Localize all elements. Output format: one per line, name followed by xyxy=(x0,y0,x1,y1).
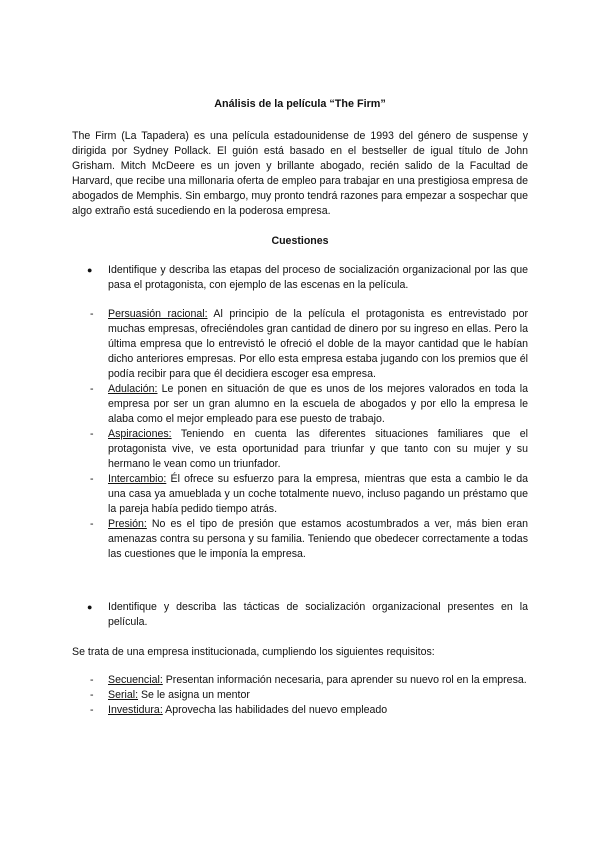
tactic-text: Presentan información necesaria, para aprender su nuevo rol en la empresa. xyxy=(162,674,527,686)
list-item xyxy=(90,307,528,382)
dash-marker: - xyxy=(90,428,94,440)
dash-marker: - xyxy=(90,518,94,530)
list-item xyxy=(90,472,528,517)
stage-text: Al principio de la película el protagonista es entrevistado por muchas empresas, ofreciéndoles gran cantidad de dinero por su ingreso en ellas. Pero la última empresa que lo entrevistó le ofreció el doble de la mayor cantidad que le habían dicho anteriores empresas. Por ello esta empresa estaba jugando con los premios que él podía recibir para que él decidiera escoger esa empresa. xyxy=(108,308,528,380)
stage-term: Persuasión racional: xyxy=(108,308,208,320)
stage-text: Teniendo en cuenta las diferentes situaciones familiares que el protagonista vive, ve esta oportunidad para triunfar y que tanto con su mujer y su hermano le vean como un triunfador. xyxy=(108,428,528,470)
stage-text: Le ponen en situación de que es unos de los mejores valorados en toda la empresa por ser un gran alumno en la escuela de abogados y por ello la empresa le alaba como el mejor empleado para ese puesto de trabajo. xyxy=(108,383,528,425)
section-heading: Cuestiones xyxy=(271,235,329,247)
list-item xyxy=(90,688,528,703)
stage-term: Presión: xyxy=(108,518,147,530)
list-item xyxy=(90,703,528,718)
tactic-term: Secuencial: xyxy=(108,674,163,686)
question-1 xyxy=(87,263,528,293)
tactic-term: Serial: xyxy=(108,689,139,701)
question-2 xyxy=(87,600,528,630)
stage-text: No es el tipo de presión que estamos acostumbrados a ver, más bien eran amenazas contra su persona y su familia. Teniendo que obedecer correctamente a todas las cuestiones que le imponía la empresa. xyxy=(108,518,528,560)
document-title: Análisis de la película “The Firm” xyxy=(214,98,386,110)
stage-term: Aspiraciones: xyxy=(108,428,172,440)
question-1-text: Identifique y describa las etapas del proceso de socialización organizacional por las que pasa el protagonista, con ejemplo de las escenas en la película. xyxy=(108,264,528,291)
dash-marker: - xyxy=(90,383,94,395)
stage-term: Adulación: xyxy=(108,383,158,395)
bullet-icon: ● xyxy=(87,265,93,275)
dash-marker: - xyxy=(90,689,94,701)
dash-marker: - xyxy=(90,704,94,716)
question-2-text: Identifique y describa las tácticas de socialización organizacional presentes en la película. xyxy=(108,601,528,628)
list-item xyxy=(90,673,528,688)
dash-marker: - xyxy=(90,674,94,686)
list-item xyxy=(90,517,528,562)
stage-term: Intercambio: xyxy=(108,473,167,485)
tactic-term: Investidura: xyxy=(108,704,163,716)
list-item xyxy=(90,427,528,472)
answer-2-intro: Se trata de una empresa institucionada, cumpliendo los siguientes requisitos: xyxy=(72,646,435,658)
tactic-text: Se le asigna un mentor xyxy=(138,689,250,701)
intro-paragraph: The Firm (La Tapadera) es una película estadounidense de 1993 del género de suspense y dirigida por Sydney Pollack. El guión está basado en el bestseller de igual título de John Grisham. Mitch McDeere es un joven y brillante abogado, recién salido de la Facultad de Harvard, que recibe una millonaria oferta de empleo para trabajar en una prestigiosa empresa de abogados de Memphis. Sin embargo, muy pronto tendrá razones para empezar a sospechar que algo extraño está sucediendo en la poderosa empresa. xyxy=(72,130,528,217)
stages-list xyxy=(90,307,528,562)
tactics-list xyxy=(90,673,528,718)
stage-text: Él ofrece su esfuerzo para la empresa, mientras que esta a cambio le da una casa ya amueblada y un coche totalmente nuevo, incluso pagando un préstamo que la pareja había pedido tiempo atrás. xyxy=(108,473,528,515)
tactic-text: Aprovecha las habilidades del nuevo empleado xyxy=(162,704,388,716)
dash-marker: - xyxy=(90,308,94,320)
bullet-icon: ● xyxy=(87,602,93,612)
list-item xyxy=(90,382,528,427)
dash-marker: - xyxy=(90,473,94,485)
